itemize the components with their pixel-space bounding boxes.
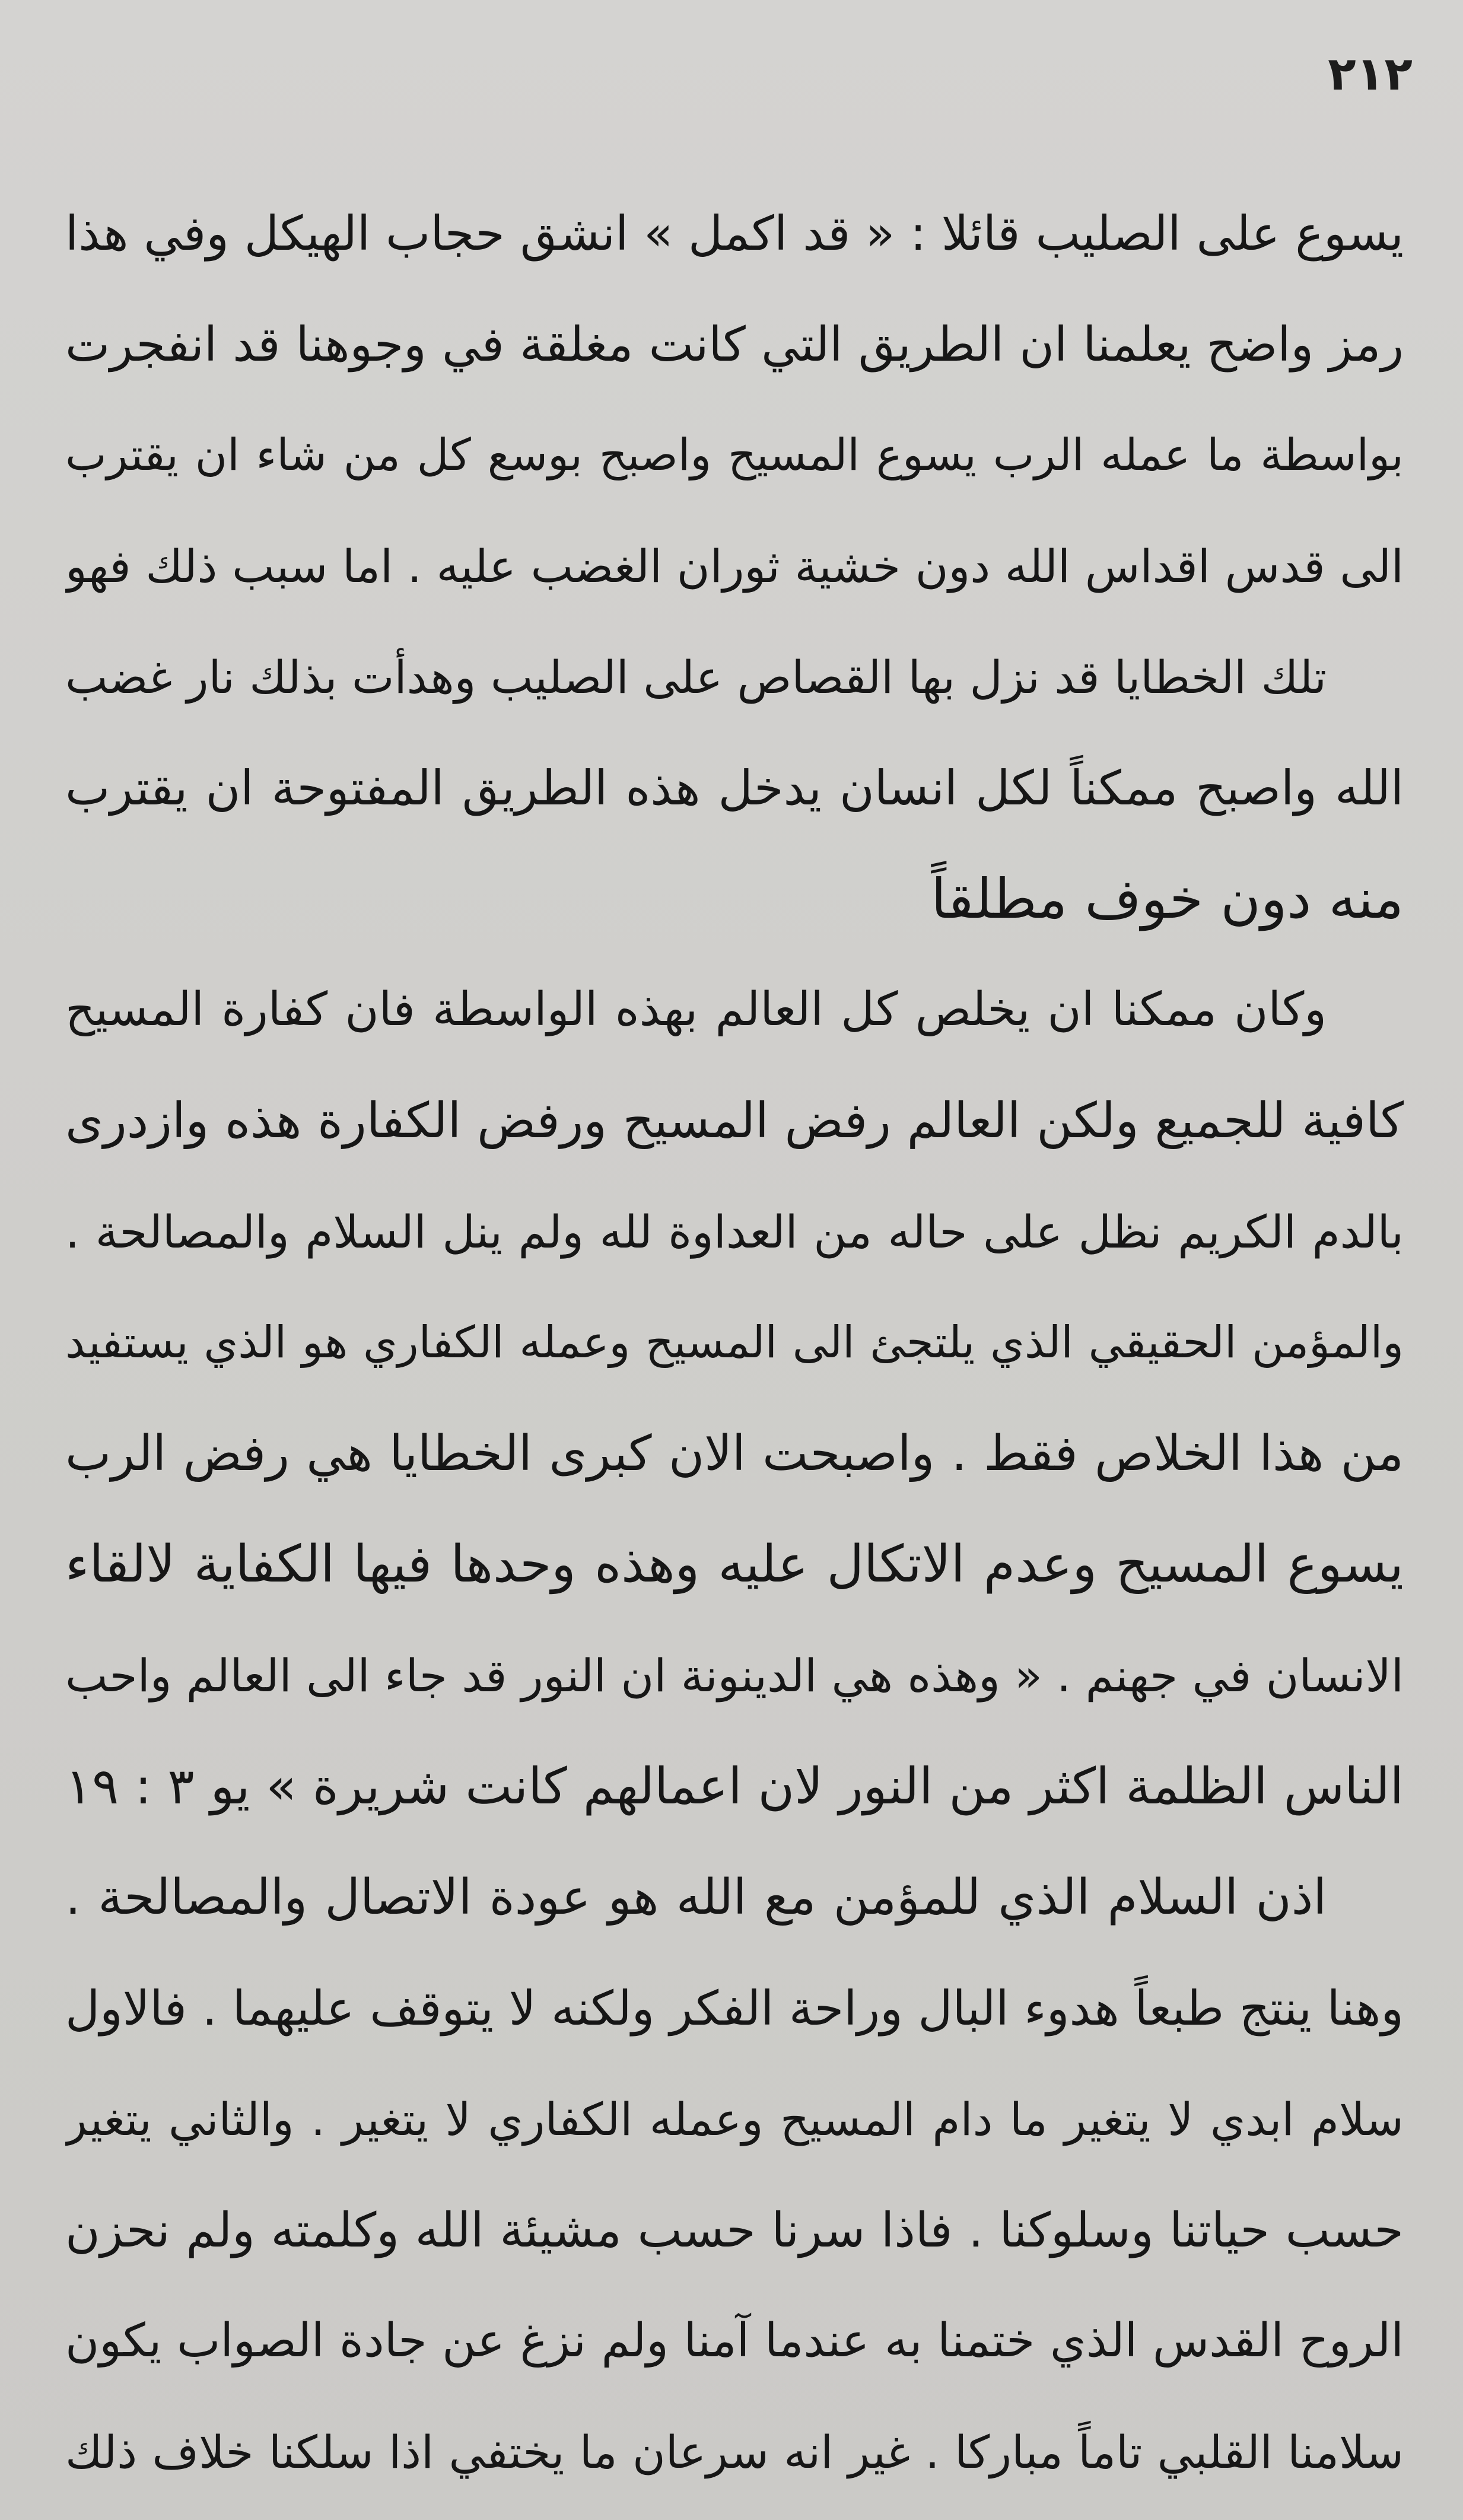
text-line-7: منه دون خوف مطلقاً — [931, 867, 1404, 931]
text-line-16: اذن السلام الذي للمؤمن مع الله هو عودة الاتصال والمصالحة . — [65, 1869, 1327, 1926]
text-line-19: حسب حياتنا وسلوكنا . فاذا سرنا حسب مشيئة الله وكلمته ولم نحزن — [65, 2203, 1404, 2258]
text-line-20: الروح القدس الذي ختمنا به عندما آمنا ولم نزغ عن جادة الصواب يكون — [65, 2314, 1404, 2368]
text-line-9: كافية للجميع ولكن العالم رفض المسيح ورفض الكفارة هذه وازدرى — [65, 1093, 1404, 1149]
page-number: ٢١٢ — [1328, 47, 1413, 101]
text-line-6: الله واصبح ممكناً لكل انسان يدخل هذه الطريق المفتوحة ان يقترب — [65, 761, 1404, 816]
text-line-3: بواسطة ما عمله الرب يسوع المسيح واصبح بوسع كل من شاء ان يقترب — [65, 429, 1404, 481]
text-line-17: وهنا ينتج طبعاً هدوء البال وراحة الفكر ولكنه لا يتوقف عليهما . فالاول — [65, 1981, 1404, 2036]
text-line-12: من هذا الخلاص فقط . واصبحت الان كبرى الخطايا هي رفض الرب — [65, 1426, 1404, 1482]
text-line-10: بالدم الكريم نظل على حاله من العداوة لله ولم ينل السلام والمصالحة . — [65, 1205, 1404, 1258]
text-line-13: يسوع المسيح وعدم الاتكال عليه وهذه وحدها فيها الكفاية لالقاء — [65, 1535, 1404, 1594]
text-line-2: رمز واضح يعلمنا ان الطريق التي كانت مغلقة في وجوهنا قد انفجرت — [65, 317, 1404, 372]
text-line-18: سلام ابدي لا يتغير ما دام المسيح وعمله الكفاري لا يتغير . والثاني يتغير — [65, 2093, 1404, 2146]
text-line-4: الى قدس اقداس الله دون خشية ثوران الغضب عليه . اما سبب ذلك فهو — [65, 540, 1404, 593]
text-line-11: والمؤمن الحقيقي الذي يلتجئ الى المسيح وعمله الكفاري هو الذي يستفيد — [65, 1317, 1404, 1368]
body-text — [65, 178, 1404, 2508]
text-line-14: الانسان في جهنم . « وهذه هي الدينونة ان النور قد جاء الى العالم واحب — [65, 1649, 1404, 1702]
text-line-5: تلك الخطايا قد نزل بها القصاص على الصليب وهدأت بذلك نار غضب — [65, 651, 1327, 704]
text-line-1: يسوع على الصليب قائلا : « قد اكمل » انشق حجاب الهيكل وفي هذا — [65, 206, 1404, 261]
text-line-15: الناس الظلمة اكثر من النور لان اعمالهم كانت شريرة » يو ٣ : ١٩ — [65, 1757, 1404, 1815]
text-line-8: وكان ممكنا ان يخلص كل العالم بهذه الواسطة فان كفارة المسيح — [65, 983, 1327, 1036]
text-line-21: سلامنا القلبي تاماً مباركا . غير انه سرعان ما يختفي اذا سلكنا خلاف ذلك — [65, 2426, 1404, 2478]
